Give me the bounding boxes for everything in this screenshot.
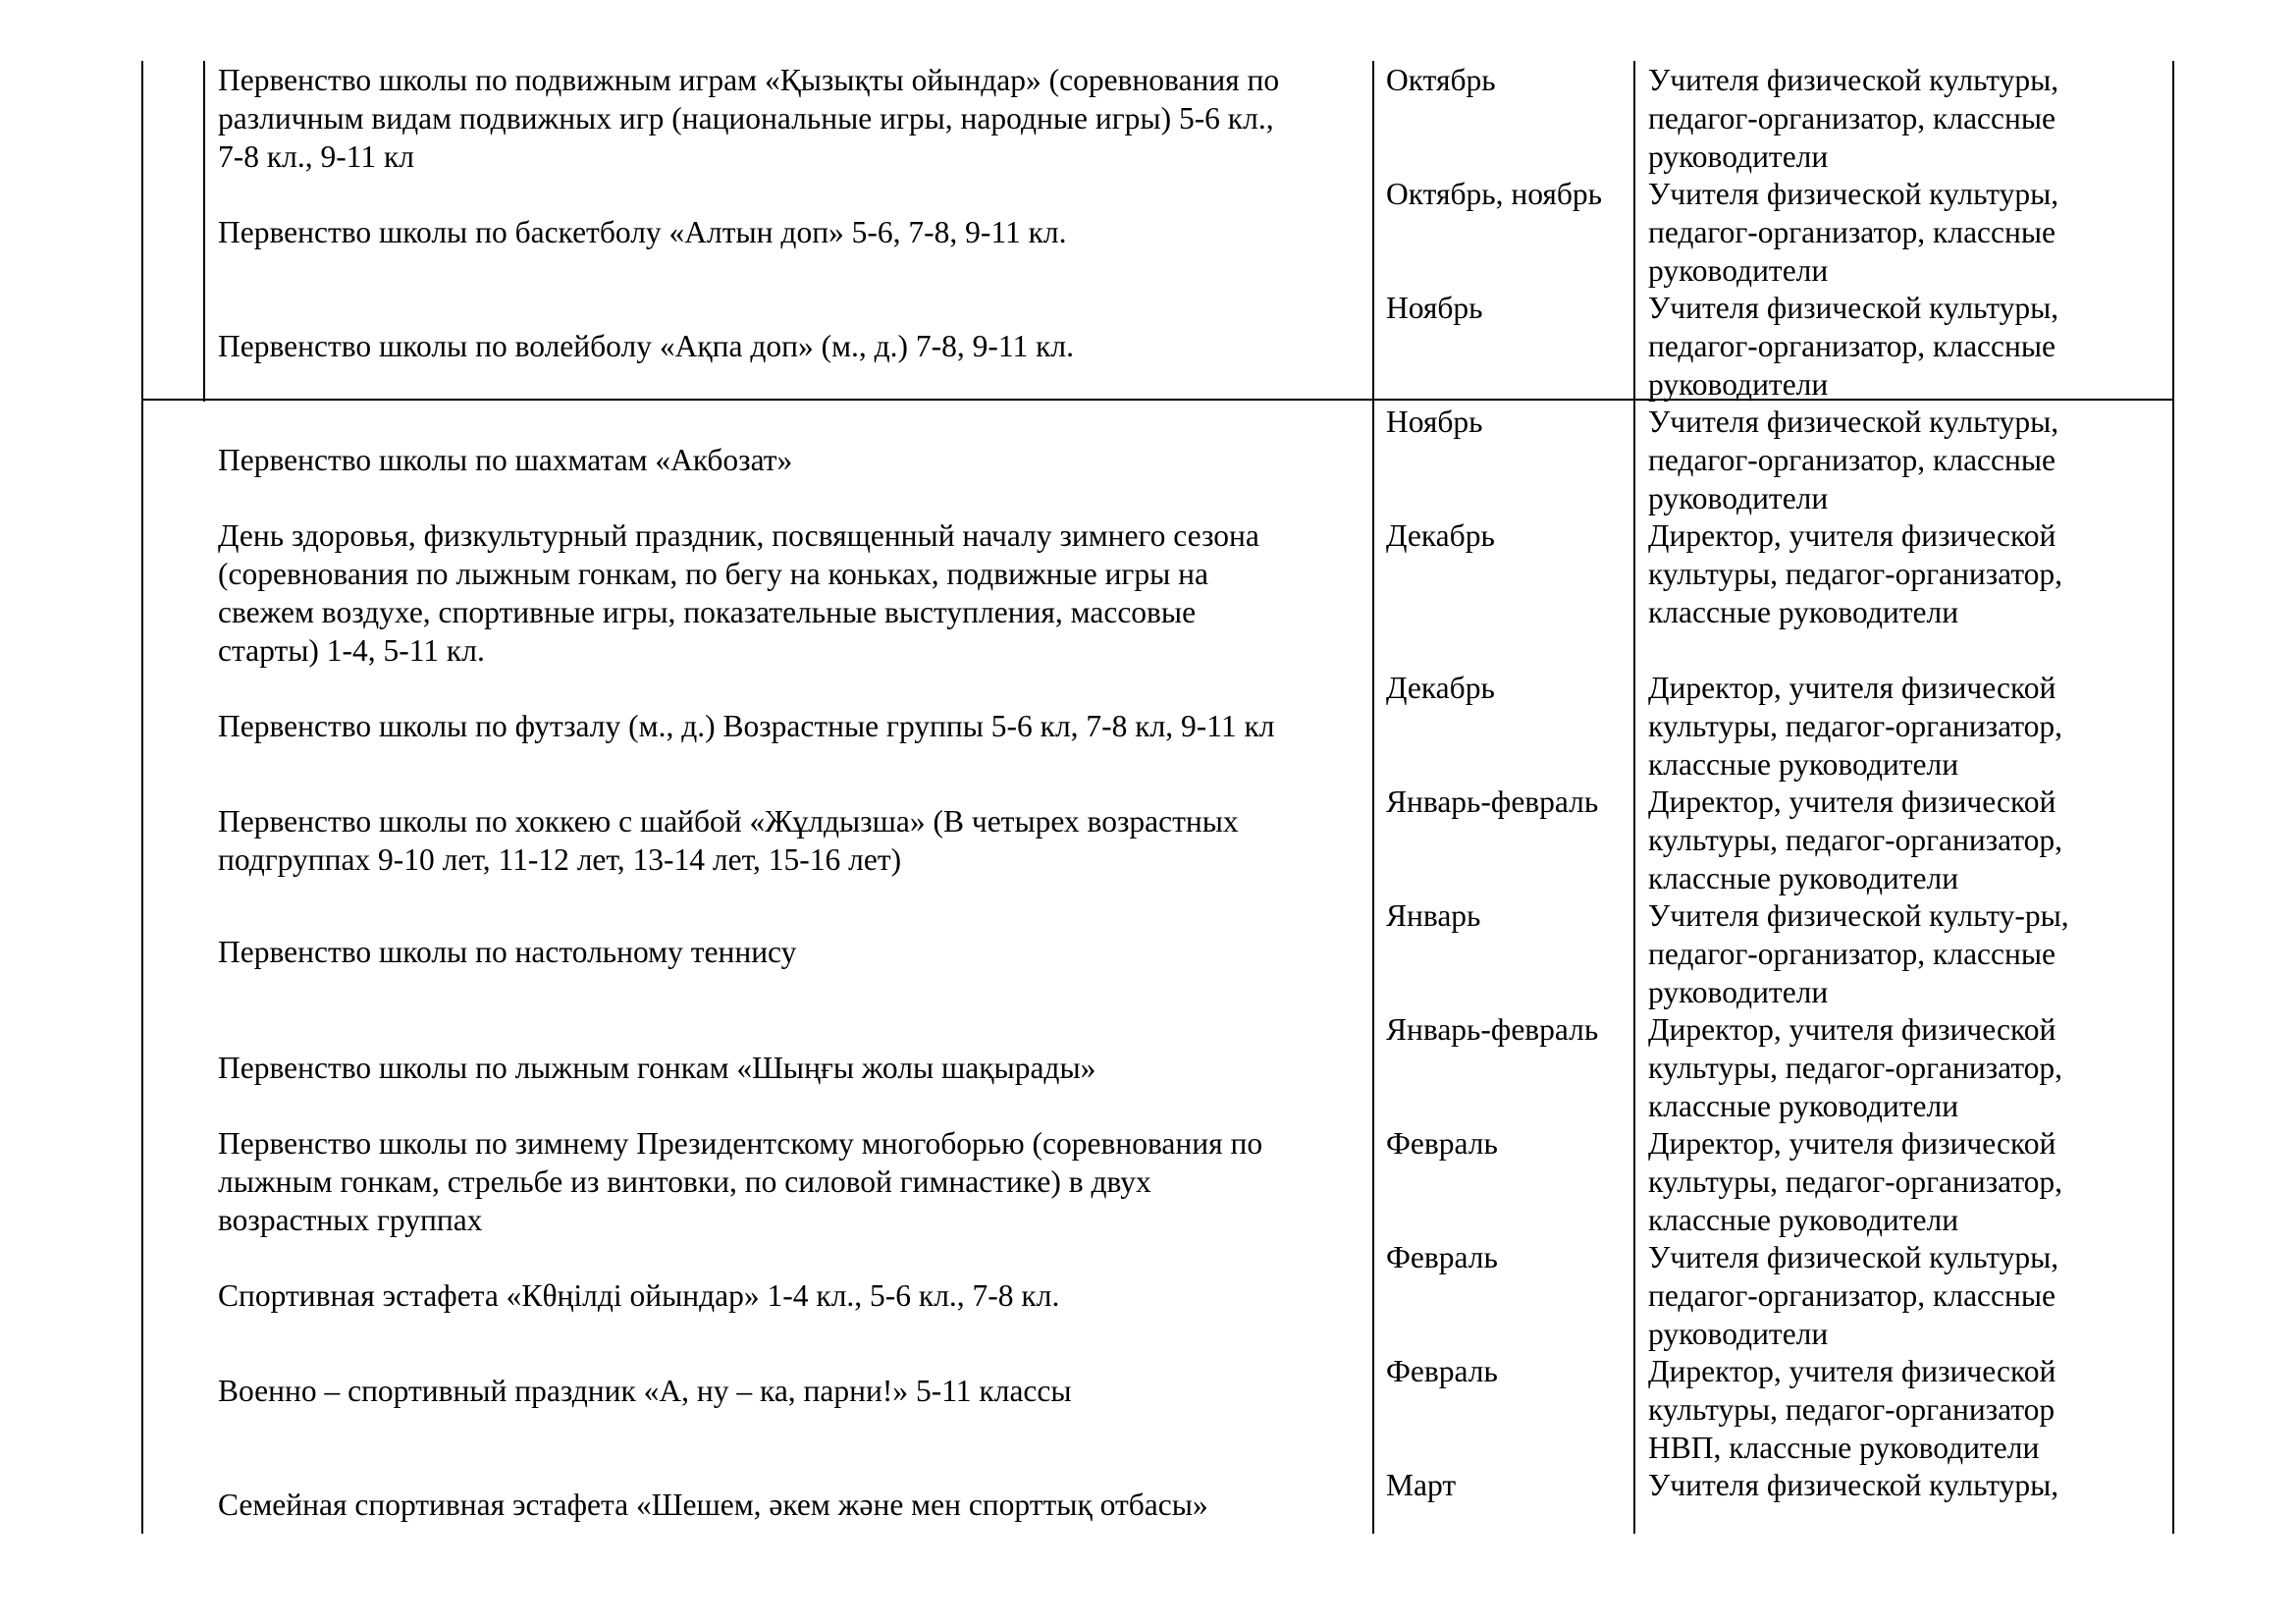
event-date: Октябрь, ноябрь xyxy=(1386,177,1603,211)
event-text-line: Военно – спортивный праздник «А, ну – ка, парни!» 5-11 классы xyxy=(218,1374,1072,1408)
event-date: Октябрь xyxy=(1386,63,1496,97)
table-column-divider-date xyxy=(1372,61,1374,1534)
event-text-line: Первенство школы по баскетболу «Алтын доп» 5-6, 7-8, 9-11 кл. xyxy=(218,215,1067,249)
table-column-divider-responsible xyxy=(1633,61,1635,1534)
event-text-line: Первенство школы по шахматам «Акбозат» xyxy=(218,443,793,477)
responsible-text-line: педагог-организатор, классные xyxy=(1648,101,2056,135)
responsible-text-line: педагог-организатор, классные xyxy=(1648,215,2056,249)
responsible-text-line: классные руководители xyxy=(1648,861,1959,895)
event-text-line: Первенство школы по волейболу «Ақпа доп» (м., д.) 7-8, 9-11 кл. xyxy=(218,329,1075,363)
responsible-text-line: НВП, классные руководители xyxy=(1648,1431,2040,1465)
responsible-text-line: педагог-организатор, классные xyxy=(1648,443,2056,477)
responsible-text-line: культуры, педагог-организатор, xyxy=(1648,1051,2063,1085)
responsible-text-line: руководители xyxy=(1648,1317,1829,1351)
responsible-text-line: Директор, учителя физической xyxy=(1648,785,2056,819)
event-text-line: Первенство школы по хоккею с шайбой «Жұлдызша» (В четырех возрастных xyxy=(218,804,1239,839)
event-text-line: Семейная спортивная эстафета «Шешем, әкем және мен спорттық отбасы» xyxy=(218,1488,1208,1522)
responsible-text-line: Директор, учителя физической xyxy=(1648,1126,2056,1161)
event-text-line: Первенство школы по зимнему Президентскому многоборью (соревнования по xyxy=(218,1126,1263,1161)
responsible-text-line: культуры, педагог-организатор xyxy=(1648,1392,2056,1427)
responsible-text-line: Директор, учителя физической xyxy=(1648,518,2056,553)
table-row-separator xyxy=(141,399,2174,401)
event-date: Январь-февраль xyxy=(1386,785,1599,819)
responsible-text-line: классные руководители xyxy=(1648,1089,1959,1123)
table-border-left-inner xyxy=(203,61,205,402)
event-text-line: старты) 1-4, 5-11 кл. xyxy=(218,633,485,668)
event-text-line: возрастных группах xyxy=(218,1203,483,1237)
event-text-line: подгруппах 9-10 лет, 11-12 лет, 13-14 лет, 15-16 лет) xyxy=(218,842,902,877)
event-text-line: Первенство школы по лыжным гонкам «Шыңғы жолы шақырады» xyxy=(218,1051,1096,1085)
responsible-text-line: Учителя физической культуры, xyxy=(1648,1240,2059,1274)
table-border-right xyxy=(2172,61,2174,1534)
event-text-line: свежем воздухе, спортивные игры, показательные выступления, массовые xyxy=(218,595,1197,629)
responsible-text-line: классные руководители xyxy=(1648,747,1959,782)
responsible-text-line: Учителя физической культуры, xyxy=(1648,177,2059,211)
event-text-line: Спортивная эстафета «Кθңілді ойындар» 1-4 кл., 5-6 кл., 7-8 кл. xyxy=(218,1278,1060,1313)
table-border-left-outer xyxy=(141,61,143,1534)
responsible-text-line: Учителя физической культуры, xyxy=(1648,1468,2059,1502)
event-date: Март xyxy=(1386,1468,1457,1502)
event-text-line: Первенство школы по настольному теннису xyxy=(218,935,797,969)
event-text-line: Первенство школы по футзалу (м., д.) Возрастные группы 5-6 кл, 7-8 кл, 9-11 кл xyxy=(218,709,1275,743)
event-date: Ноябрь xyxy=(1386,291,1483,325)
responsible-text-line: культуры, педагог-организатор, xyxy=(1648,709,2063,743)
responsible-text-line: руководители xyxy=(1648,139,1829,174)
responsible-text-line: классные руководители xyxy=(1648,595,1959,629)
responsible-text-line: Директор, учителя физической xyxy=(1648,1012,2056,1047)
event-date: Февраль xyxy=(1386,1354,1498,1388)
event-text-line: Первенство школы по подвижным играм «Қызықты ойындар» (соревнования по xyxy=(218,63,1280,97)
event-text-line: (соревнования по лыжным гонкам, по бегу на коньках, подвижные игры на xyxy=(218,557,1208,591)
event-date: Декабрь xyxy=(1386,671,1495,705)
event-date: Декабрь xyxy=(1386,518,1495,553)
responsible-text-line: педагог-организатор, классные xyxy=(1648,1278,2056,1313)
responsible-text-line: педагог-организатор, классные xyxy=(1648,937,2056,971)
event-date: Январь xyxy=(1386,898,1481,933)
responsible-text-line: Учителя физической культу-ры, xyxy=(1648,898,2069,933)
responsible-text-line: культуры, педагог-организатор, xyxy=(1648,823,2063,857)
responsible-text-line: руководители xyxy=(1648,481,1829,515)
responsible-text-line: Директор, учителя физической xyxy=(1648,671,2056,705)
event-date: Январь-февраль xyxy=(1386,1012,1599,1047)
event-text-line: 7-8 кл., 9-11 кл xyxy=(218,139,414,174)
responsible-text-line: педагог-организатор, классные xyxy=(1648,329,2056,363)
responsible-text-line: руководители xyxy=(1648,367,1829,402)
event-text-line: различным видам подвижных игр (национальные игры, народные игры) 5-6 кл., xyxy=(218,101,1274,135)
event-date: Февраль xyxy=(1386,1240,1498,1274)
responsible-text-line: Директор, учителя физической xyxy=(1648,1354,2056,1388)
responsible-text-line: Учителя физической культуры, xyxy=(1648,291,2059,325)
event-date: Февраль xyxy=(1386,1126,1498,1161)
responsible-text-line: Учителя физической культуры, xyxy=(1648,63,2059,97)
responsible-text-line: руководители xyxy=(1648,975,1829,1009)
responsible-text-line: руководители xyxy=(1648,253,1829,288)
responsible-text-line: культуры, педагог-организатор, xyxy=(1648,1164,2063,1199)
responsible-text-line: классные руководители xyxy=(1648,1203,1959,1237)
responsible-text-line: культуры, педагог-организатор, xyxy=(1648,557,2063,591)
event-text-line: День здоровья, физкультурный праздник, посвященный началу зимнего сезона xyxy=(218,518,1259,553)
event-date: Ноябрь xyxy=(1386,405,1483,439)
responsible-text-line: Учителя физической культуры, xyxy=(1648,405,2059,439)
event-text-line: лыжным гонкам, стрельбе из винтовки, по силовой гимнастике) в двух xyxy=(218,1164,1151,1199)
